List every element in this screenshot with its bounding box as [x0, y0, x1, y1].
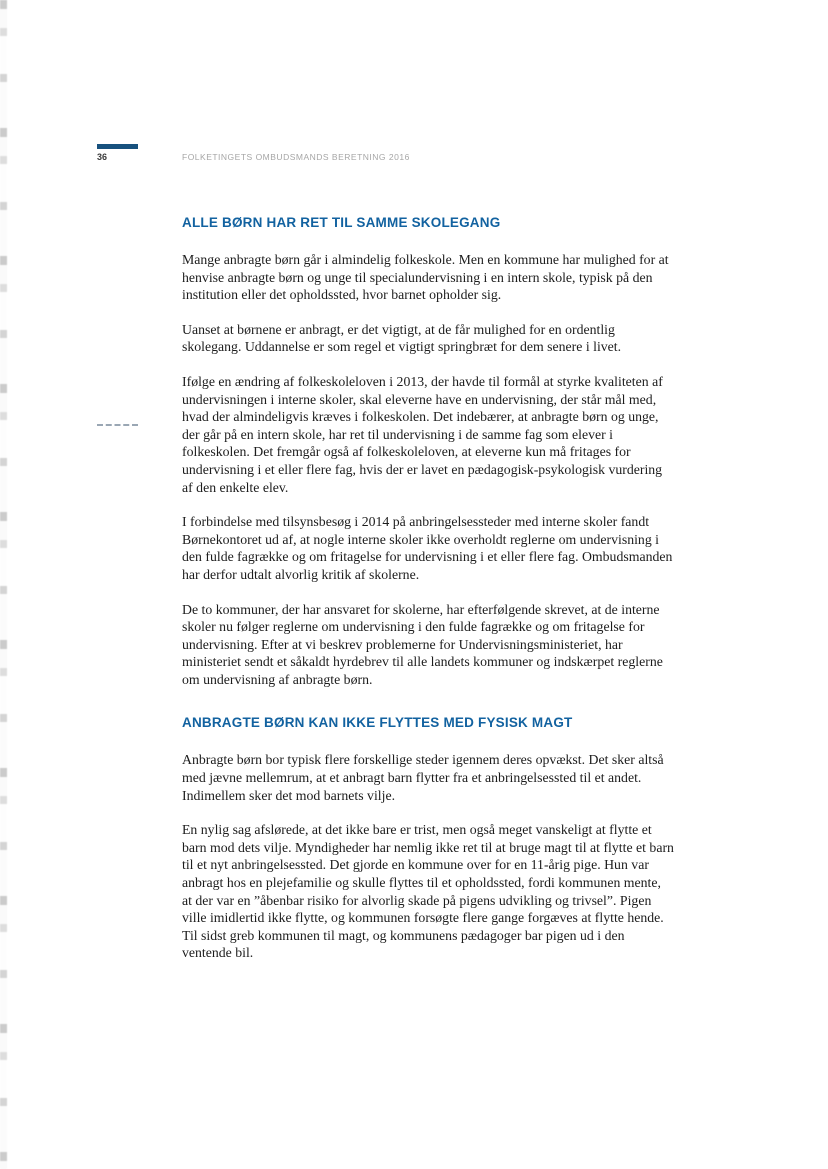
page-number-block: [97, 144, 138, 162]
page-number-rule: [97, 144, 138, 149]
margin-mark: [97, 424, 138, 426]
paragraph: I forbindelse med tilsynsbesøg i 2014 på anbringelsessteder med interne skoler fandt Børnekontoret ud af, at nogle interne skoler ikke overholdt reglerne om undervisning i den fulde fagrække og om fritagelse for undervisning i et eller flere fag. Ombudsmanden har derfor udtalt alvorlig kritik af skolerne.: [182, 514, 673, 582]
content-column: [182, 215, 674, 979]
paragraph: Ifølge en ændring af folkeskoleloven i 2013, der havde til formål at styrke kvaliteten af undervisningen i interne skoler, skal eleverne have en undervisning, der står mål med, hvad der almindeligvis kræves i folkeskolen. Det indebærer, at anbragte børn og unge, der går på en intern skole, har ret til undervisning i de samme fag som elever i folkeskolen. Det fremgår også af folkeskoleloven, at eleverne kun må fritages for undervisning i et eller flere fag, hvis der er lavet en pædagogisk-psykologisk vurdering af den enkelte elev.: [182, 373, 663, 495]
paragraph: En nylig sag afslørede, at det ikke bare er trist, men også meget vanskeligt at flytte et barn mod dets vilje. Myndigheder har nemlig ikke ret til at bruge magt til at flytte et barn til et nyt anbringelsessted. Det gjorde en kommune over for en 11-årig pige. Hun var anbragt hos en plejefamilie og skulle flyttes til et opholdssted, fordi kommunen mente, at der var en ”åbenbar risiko for alvorlig skade på pigens udvikling og trivsel”. Pigen ville imidlertid ikke flytte, og kommunen forsøgte flere gange forgæves at flytte hende. Til sidst greb kommunen til magt, og kommunens pædagoger bar pigen ud i den ventende bil.: [182, 822, 674, 961]
section-heading: ANBRAGTE BØRN KAN IKKE FLYTTES MED FYSISK MAGT: [182, 715, 573, 731]
paragraph: Anbragte børn bor typisk flere forskellige steder igennem deres opvækst. Det sker altså med jævne mellemrum, at et anbragt barn flytter fra et anbringelsessted til et andet. Indimellem sker det mod barnets vilje.: [182, 752, 664, 803]
paragraph: Mange anbragte børn går i almindelig folkeskole. Men en kommune har mulighed for at henvise anbragte børn og unge til specialundervisning i en intern skole, typisk på den institution eller det opholdssted, hvor barnet opholder sig.: [182, 252, 669, 303]
scan-edge-artifact: [0, 0, 7, 1169]
section-heading: ALLE BØRN HAR RET TIL SAMME SKOLEGANG: [182, 215, 501, 230]
page-number: 36: [97, 152, 108, 162]
paragraph: Uanset at børnene er anbragt, er det vigtigt, at de får mulighed for en ordentlig skolegang. Uddannelse er som regel et vigtigt springbræt for dem senere i livet.: [182, 321, 622, 355]
paragraph: De to kommuner, der har ansvaret for skolerne, har efterfølgende skrevet, at de interne skoler nu følger reglerne om undervisning i den fulde fagrække og om fritagelse for undervisning. Efter at vi beskrev problemerne for Undervisningsministeriet, har ministeriet sendt et såkaldt hyrdebrev til alle landets kommuner og indskærpet reglerne om undervisning af anbragte børn.: [182, 601, 663, 687]
running-header: FOLKETINGETS OMBUDSMANDS BERETNING 2016: [182, 152, 410, 162]
